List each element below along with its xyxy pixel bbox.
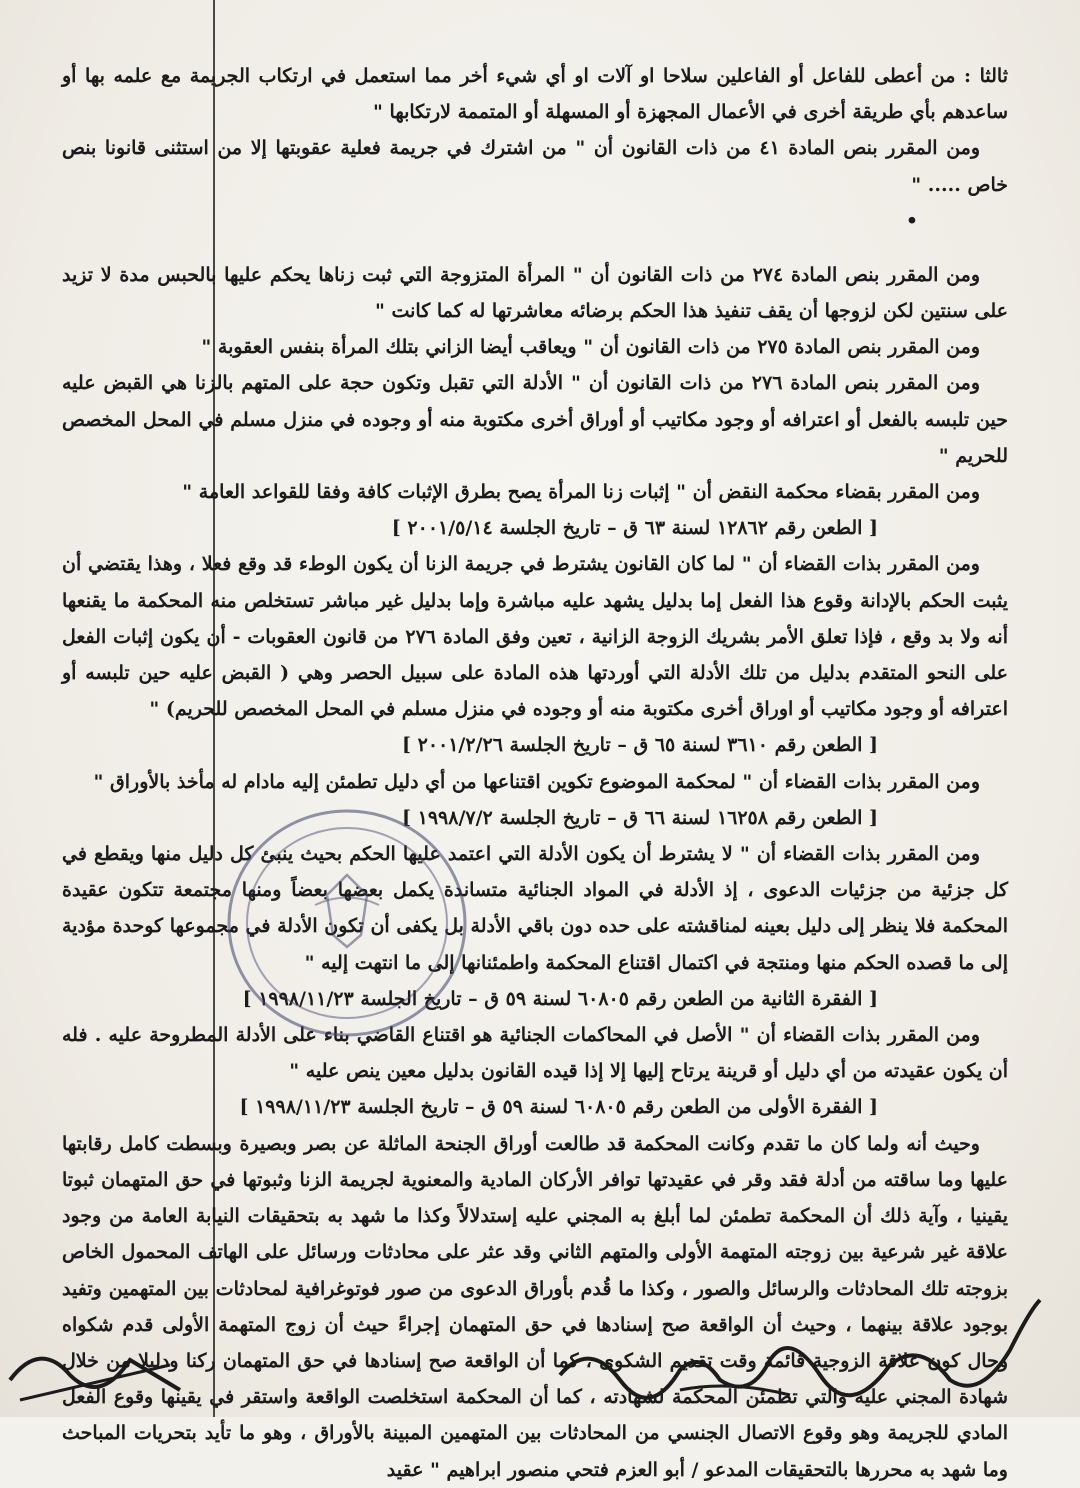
case-reference: [ الطعن رقم ٣٦١٠ لسنة ٦٥ ق – تاريخ الجلسة ٢٠٠١/٢/٢٦ ] xyxy=(402,734,878,757)
paragraph-adultery-proof: ومن المقرر بذات القضاء أن " لما كان القانون يشترط في جريمة الزنا أن يكون الوطء قد وقع فعلا ، وهذا يقتضي أن يثبت الحكم بالإدانة وقوع هذا الفعل إما بدليل يشهد عليه مباشرة وإما بدليل غير مباشر تستخلص منه المحكمة ما يقنعها أنه ولا بد وقع ، فإذا تعلق الأمر بشريك الزوجة الزانية ، تعين وفق المادة ٢٧٦ من قانون العقوبات - أن يكون إثبات الفعل على النحو المتقدم بدليل من تلك الأدلة التي أوردتها هذه المادة على سبيل الحصر وهي ( القبض عليه حين تلبسه أو اعترافه أو وجود مكاتيب أو اوراق أخرى مكتوبة منه أو وجوده في منزل مسلم في المحل المخصص للحريم) " xyxy=(62,553,1008,721)
document-body xyxy=(62,58,1008,1488)
paragraph-cassation-proof: ومن المقرر بقضاء محكمة النقض أن " إثبات زنا المرأة يصح بطرق الإثبات كافة وفقا للقواعد العامة " xyxy=(182,481,980,504)
margin-scribble xyxy=(0,1320,190,1410)
court-seal-stamp xyxy=(215,795,480,1050)
paragraph-judge-conviction: ومن المقرر بذات القضاء أن " الأصل في المحاكمات الجنائية هو اقتناع القاضي بناء على الأدلة المطروحة عليه . فله أن يكون عقيدته من أي دليل أو قرينة يرتاح إليها إلا إذا قيده القانون بدليل معين ينص عليه " xyxy=(62,1024,1008,1083)
paragraph-third-item: ثالثا : من أعطى للفاعل أو الفاعلين سلاحا او آلات او أي شيء أخر مما استعمل في ارتكاب الجريمة مع علمه بها أو ساعدهم بأي طريقة أخرى في الأعمال المجهزة أو المسهلة أو المتممة لارتكابها " xyxy=(62,65,1008,124)
signature-scribble xyxy=(530,1280,1050,1410)
paragraph-article-275: ومن المقرر بنص المادة ٢٧٥ من ذات القانون أن " ويعاقب أيضا الزاني بتلك المرأة بنفس العقوبة " xyxy=(201,336,980,359)
paragraph-article-276: ومن المقرر بنص المادة ٢٧٦ من ذات القانون أن " الأدلة التي تقبل وتكون حجة على المتهم بالزنا هي القبض عليه حين تلبسه بالفعل أو اعترافه أو وجود مكاتيب أو أوراق أخرى مكتوبة منه أو وجوده في منزل مسلم في المحل المخصص للحريم " xyxy=(62,372,1008,467)
case-reference: [ الفقرة الثانية من الطعن رقم ٦٠٨٠٥ لسنة ٥٩ ق – تاريخ الجلسة ١٩٩٨/١١/٢٣ ] xyxy=(242,987,878,1010)
paragraph-court-conviction: ومن المقرر بذات القضاء أن " لمحكمة الموضوع تكوين اقتناعها من أي دليل تطمئن إليه مادام له مأخذ بالأوراق " xyxy=(93,770,980,793)
paragraph-court-findings: وحيث أنه ولما كان ما تقدم وكانت المحكمة قد طالعت أوراق الجنحة الماثلة عن بصر وبصيرة وبسطت كامل رقابتها عليها وما ساقته من أدلة فقد وقر في عقيدتها توافر الأركان المادية والمعنوية لجريمة الزنا وثبوتها في حق المتهمان ثبوتا يقينيا ، وآية ذلك أن المحكمة تطمئن لما أبلغ به المجني عليه إستدلالاً وكذا ما شهد به بتحقيقات النيابة العامة من وجود علاقة غير شرعية بين زوجته المتهمة الأولى والمتهم الثاني وقد عثر على محادثات ورسائل على الهاتف المحمول الخاص بزوجته تلك المحادثات والرسائل والصور ، وكذا ما قُدم بأوراق الدعوى من صور فوتوغرافية لمحادثات بين المتهمين وتفيد بوجود علاقة بينهما ، وحيث أن الواقعة صح إسنادها في حق المتهمان إجراءً حيث أن زوج المتهمة الأولى قدم شكواه وحال كون علاقة الزوجية قائمة وقت تقديم الشكوى ، كما أن الواقعة صح إسنادها في حق المتهمان ركنا ودليلا من خلال شهادة المجني عليه والتي تطمئن المحكمة لشهادته ، كما أن المحكمة استخلصت الواقعة واستقر في يقينها وقوع الفعل المادي للجريمة وهو وقوع الاتصال الجنسي من المحادثات بين المتهمين المبينة بالأوراق ، وهو ما تأيد بتحريات المباحث وما شهد به محررها بالتحقيقات المدعو / أبو العزم فتحي منصور ابراهيم " عقيد xyxy=(62,1132,1008,1481)
case-reference: [ الفقرة الأولى من الطعن رقم ٦٠٨٠٥ لسنة ٥٩ ق – تاريخ الجلسة ١٩٩٨/١١/٢٣ ] xyxy=(239,1096,878,1119)
paragraph-evidence-unity: ومن المقرر بذات القضاء أن " لا يشترط أن يكون الأدلة التي اعتمد عليها الحكم بحيث ينبئ كل دليل منها ويقطع في كل جزئية من جزئيات الدعوى ، إذ الأدلة في المواد الجنائية متساندة يكمل بعضها بعضاً ومنها مجتمعة تتكون عقيدة المحكمة فلا ينظر إلى دليل بعينه لمناقشته على حده دون باقي الأدلة بل يكفى أن تكون الأدلة في مجموعها كوحدة مؤدية إلى ما قصده الحكم منها ومنتجة في اكتمال اقتناع المحكمة واطمئنانها إلى ما انتهت إليه " xyxy=(62,843,1008,974)
case-reference: [ الطعن رقم ١٢٨٦٢ لسنة ٦٣ ق – تاريخ الجلسة ٢٠٠١/٥/١٤ ] xyxy=(391,517,878,540)
dot-mark: • xyxy=(905,209,918,232)
case-reference: [ الطعن رقم ١٦٢٥٨ لسنة ٦٦ ق – تاريخ الجلسة ١٩٩٨/٧/٢ ] xyxy=(402,806,878,829)
paragraph-article-274: ومن المقرر بنص المادة ٢٧٤ من ذات القانون أن " المرأة المتزوجة التي ثبت زناها يحكم عليها بالحبس مدة لا تزيد على سنتين لكن لزوجها أن يقف تنفيذ هذا الحكم برضائه معاشرتها له كما كانت " xyxy=(62,263,1008,323)
paragraph-article-41: ومن المقرر بنص المادة ٤١ من ذات القانون أن " من اشترك في جريمة فعلية عقوبتها إلا من استثنى قانونا بنص خاص ..... " xyxy=(62,137,1008,196)
